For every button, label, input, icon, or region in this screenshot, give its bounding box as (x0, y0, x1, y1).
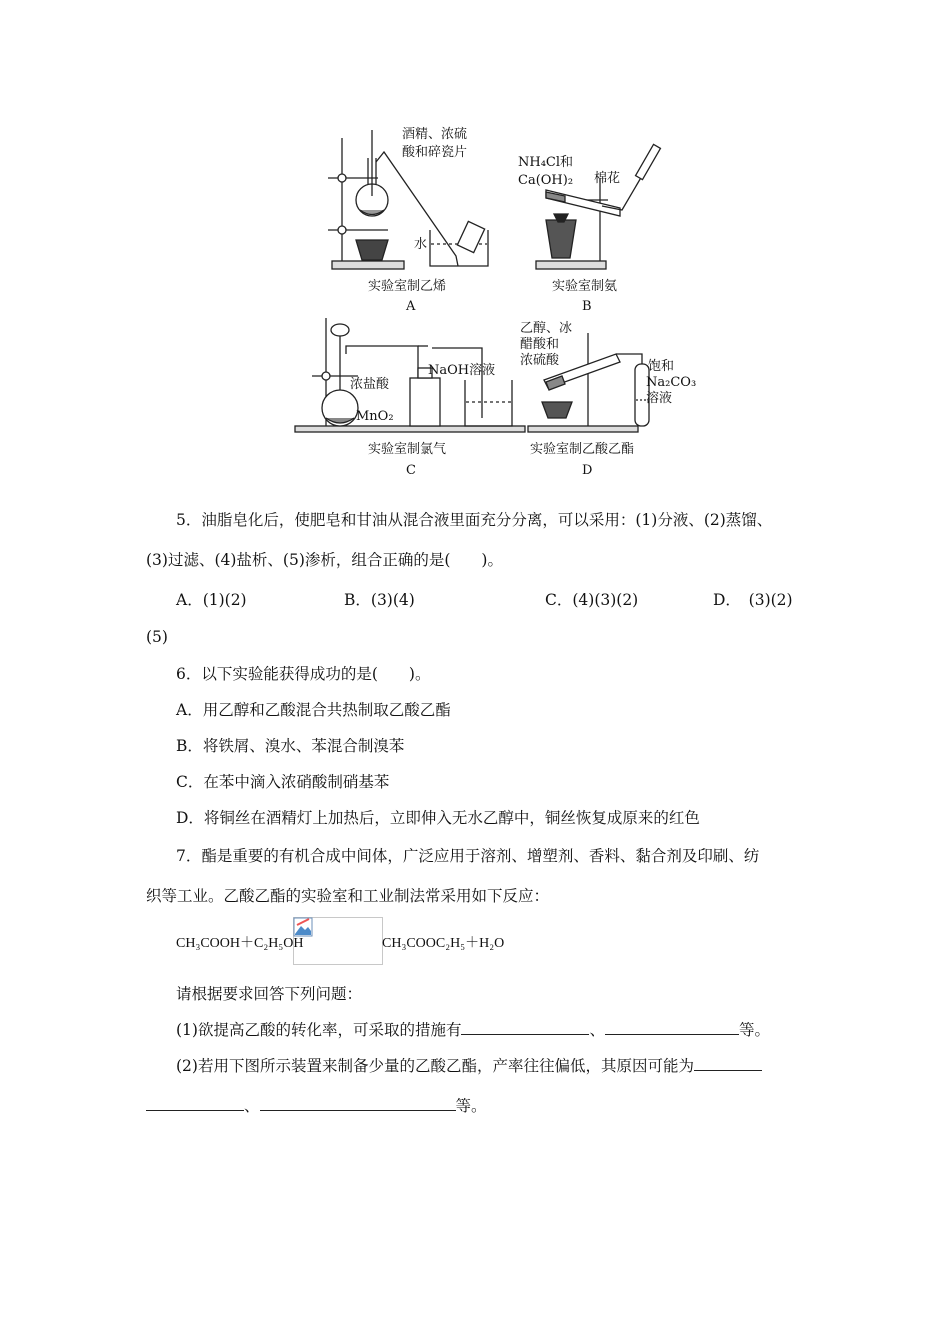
caption-b: 实验室制氨 (552, 279, 618, 294)
answer-blank-2[interactable] (605, 1020, 739, 1035)
q5-line-1: 5．油脂皂化后，使肥皂和甘油从混合液里面充分分离，可以采用：(1)分液、(2)蒸馏、 (176, 511, 773, 529)
q7-sub2-end: 等。 (455, 1097, 487, 1115)
caption-c: 实验室制氯气 (368, 442, 447, 457)
label-b-letter: B (582, 299, 592, 314)
q7-sub2-cont (146, 1096, 487, 1116)
q7-sub1-sep: 、 (589, 1021, 605, 1039)
q7-sub1-text: (1)欲提高乙酸的转化率，可采取的措施有 (176, 1021, 462, 1039)
label-d-sat-3: 溶液 (646, 391, 673, 406)
q7-line-2: 织等工业。乙酸乙酯的实验室和工业制法常采用如下反应： (146, 887, 550, 905)
q5-option-d: D． (3)(2) (713, 591, 793, 609)
label-a-water: 水 (414, 237, 428, 252)
q5-option-b: B．(3)(4) (344, 591, 415, 609)
label-d-sat-1: 饱和 (648, 359, 675, 374)
q7-sub2-sep: 、 (244, 1097, 260, 1115)
label-b-cotton: 棉花 (594, 171, 621, 186)
apparatus-figure (290, 118, 697, 488)
broken-image-icon (293, 917, 313, 937)
caption-a: 实验室制乙烯 (368, 279, 447, 294)
q6-stem: 6．以下实验能获得成功的是( )。 (176, 665, 431, 683)
q7-sub2-text: (2)若用下图所示装置来制备少量的乙酸乙酯，产率往往偏低，其原因可能为 (176, 1057, 694, 1075)
label-c-naoh: NaOH溶液 (428, 363, 496, 378)
label-d-letter: D (582, 463, 593, 478)
q5-line-2: (3)过滤、(4)盐析、(5)渗析，组合正确的是( )。 (146, 551, 503, 569)
q7-sub2 (176, 1056, 762, 1076)
label-d-reagent-2: 醋酸和 (520, 337, 560, 352)
q5-option-a: A．(1)(2) (176, 591, 247, 609)
answer-blank-4[interactable] (260, 1096, 456, 1111)
q6-option-d: D．将铜丝在酒精灯上加热后，立即伸入无水乙醇中，铜丝恢复成原来的红色 (176, 809, 700, 827)
q7-sub1-end: 等。 (738, 1021, 770, 1039)
q5-option-c: C．(4)(3)(2) (545, 591, 639, 609)
label-c-mno2: MnO₂ (356, 409, 394, 424)
label-a-reagent-2: 酸和碎瓷片 (402, 145, 468, 160)
q7-sub1 (176, 1020, 770, 1040)
answer-blank-1[interactable] (461, 1020, 589, 1035)
label-a-reagent-1: 酒精、浓硫 (402, 127, 468, 142)
label-c-letter: C (406, 463, 416, 478)
q7-ask: 请根据要求回答下列问题： (176, 985, 363, 1003)
apparatus-diagram (290, 118, 697, 488)
q6-option-c: C．在苯中滴入浓硝酸制硝基苯 (176, 773, 390, 791)
label-a-letter: A (406, 299, 416, 314)
label-d-reagent-3: 浓硫酸 (520, 353, 560, 368)
label-b-reagent-2: Ca(OH)₂ (518, 173, 574, 188)
label-d-sat-2: Na₂CO₃ (646, 375, 697, 390)
q6-option-a: A．用乙醇和乙酸混合共热制取乙酸乙酯 (176, 701, 451, 719)
equation-left: CH₃COOH＋C₂H₅OH (176, 936, 304, 951)
q6-option-b: B．将铁屑、溴水、苯混合制溴苯 (176, 737, 405, 755)
q5-option-d-cont: (5) (146, 628, 168, 646)
q7-line-1: 7．酯是重要的有机合成中间体，广泛应用于溶剂、增塑剂、香料、黏合剂及印刷、纺 (176, 847, 760, 865)
label-c-hcl: 浓盐酸 (350, 377, 390, 392)
equation-right: CH₃COOC₂H₅＋H₂O (382, 936, 505, 951)
caption-d: 实验室制乙酸乙酯 (530, 442, 635, 457)
answer-blank-3b[interactable] (146, 1096, 244, 1111)
label-d-reagent-1: 乙醇、冰 (520, 321, 573, 336)
answer-blank-3a[interactable] (694, 1056, 762, 1071)
label-b-reagent-1: NH₄Cl和 (518, 155, 574, 170)
